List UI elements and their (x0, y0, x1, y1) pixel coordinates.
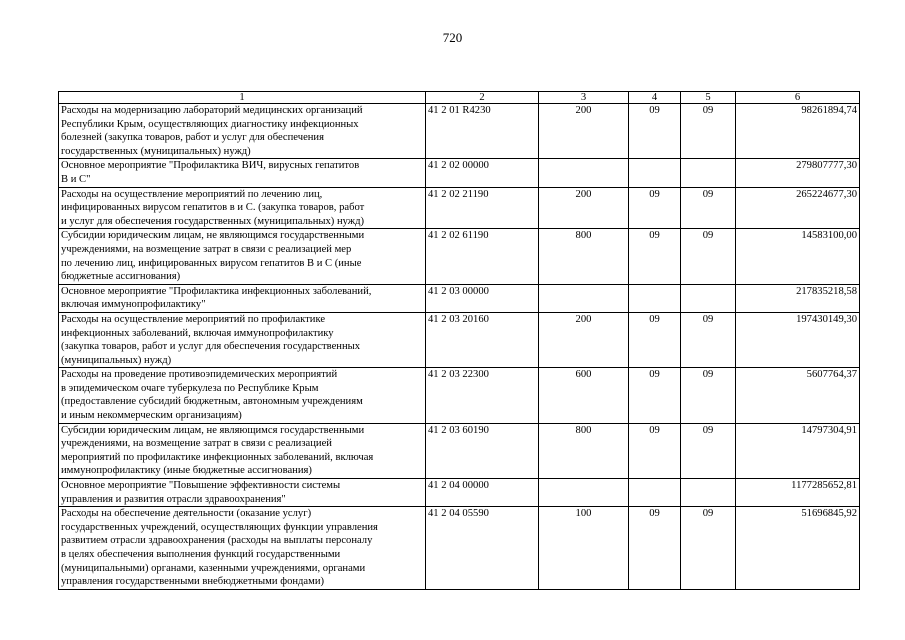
row-expense-type: 100 (539, 507, 629, 590)
description-line: развитием отрасли здравоохранения (расходы на выплаты персоналу (61, 535, 373, 547)
row-subsection: 09 (681, 229, 736, 284)
row-section: 09 (629, 104, 681, 159)
row-code: 41 2 02 21190 (426, 187, 539, 229)
row-amount: 279807777,30 (736, 159, 860, 187)
table-row (59, 104, 860, 159)
row-subsection (681, 159, 736, 187)
row-code: 41 2 03 60190 (426, 423, 539, 478)
row-description (59, 368, 426, 423)
description-line: Расходы на модернизацию лабораторий медицинских организаций (61, 105, 363, 116)
description-line: по лечению лиц, инфицированных вирусом гепатитов В и С (иные (61, 257, 362, 269)
row-subsection: 09 (681, 104, 736, 159)
description-line: управления и развития отрасли здравоохранения" (61, 493, 286, 505)
row-description (59, 229, 426, 284)
row-description (59, 507, 426, 590)
description-line: иммунопрофилактику (иные бюджетные ассигнования) (61, 465, 312, 477)
header-col-4: 4 (629, 92, 681, 104)
row-expense-type (539, 479, 629, 507)
header-col-6: 6 (736, 92, 860, 104)
row-code: 41 2 02 00000 (426, 159, 539, 187)
row-expense-type: 200 (539, 104, 629, 159)
description-line: Расходы на проведение противоэпидемических мероприятий (61, 369, 338, 381)
row-expense-type (539, 284, 629, 312)
description-line: (закупка товаров, работ и услуг для обеспечения государственных (61, 341, 361, 353)
row-section: 09 (629, 423, 681, 478)
description-line: инфекционных заболеваний, включая иммунопрофилактику (61, 327, 334, 339)
description-line: государственных учреждений, осуществляющих функции управления (61, 521, 378, 533)
description-line: Расходы на обеспечение деятельности (оказание услуг) (61, 508, 312, 520)
description-line: учреждениями, на возмещение затрат в связи с реализацией мер (61, 243, 352, 255)
row-expense-type: 800 (539, 229, 629, 284)
description-line: (предоставление субсидий бюджетным, автономным учреждениям (61, 396, 363, 408)
description-line: Основное мероприятие "Профилактика ВИЧ, вирусных гепатитов (61, 160, 360, 172)
budget-table (58, 91, 860, 590)
description-line: (муниципальных) нужд) (61, 354, 172, 366)
row-subsection (681, 479, 736, 507)
row-amount: 98261894,74 (736, 104, 860, 159)
table-row (59, 159, 860, 187)
header-col-3: 3 (539, 92, 629, 104)
table-row (59, 368, 860, 423)
table-row (59, 187, 860, 229)
row-amount: 14797304,91 (736, 423, 860, 478)
description-line: Расходы на осуществление мероприятий по профилактике (61, 313, 326, 325)
row-expense-type: 200 (539, 187, 629, 229)
row-code: 41 2 04 00000 (426, 479, 539, 507)
row-code: 41 2 03 22300 (426, 368, 539, 423)
row-section: 09 (629, 187, 681, 229)
row-amount: 14583100,00 (736, 229, 860, 284)
description-line: Субсидии юридическим лицам, не являющимся государственными (61, 424, 365, 436)
row-description (59, 284, 426, 312)
row-description (59, 159, 426, 187)
row-expense-type: 800 (539, 423, 629, 478)
description-line: Расходы на осуществление мероприятий по лечению лиц, (61, 188, 323, 200)
table-row (59, 507, 860, 590)
header-col-5: 5 (681, 92, 736, 104)
description-line: и иным некоммерческим организациям) (61, 410, 242, 422)
description-line: бюджетные ассигнования) (61, 271, 181, 283)
description-line: учреждениями, на возмещение затрат в связи с реализацией (61, 438, 332, 450)
row-subsection: 09 (681, 312, 736, 367)
row-section: 09 (629, 312, 681, 367)
row-section: 09 (629, 368, 681, 423)
row-description (59, 104, 426, 159)
row-expense-type: 200 (539, 312, 629, 367)
row-description (59, 187, 426, 229)
row-subsection: 09 (681, 187, 736, 229)
description-line: В и С" (61, 173, 91, 185)
row-code: 41 2 03 00000 (426, 284, 539, 312)
description-line: мероприятий по профилактике инфекционных заболеваний, включая (61, 451, 374, 463)
header-col-1: 1 (59, 92, 426, 104)
description-line: государственных (муниципальных) нужд) (61, 145, 251, 157)
description-line: Основное мероприятие "Профилактика инфекционных заболеваний, (61, 285, 372, 297)
row-expense-type (539, 159, 629, 187)
row-section (629, 159, 681, 187)
row-amount: 217835218,58 (736, 284, 860, 312)
row-code: 41 2 04 05590 (426, 507, 539, 590)
row-subsection: 09 (681, 507, 736, 590)
budget-table-body (59, 92, 860, 590)
row-amount: 51696845,92 (736, 507, 860, 590)
row-subsection: 09 (681, 368, 736, 423)
description-line: Субсидии юридическим лицам, не являющимся государственными (61, 230, 365, 242)
header-col-2: 2 (426, 92, 539, 104)
table-header-row (59, 92, 860, 104)
row-code: 41 2 02 61190 (426, 229, 539, 284)
description-line: управления государственными внебюджетными фондами) (61, 576, 325, 588)
row-amount: 5607764,37 (736, 368, 860, 423)
row-subsection (681, 284, 736, 312)
description-line: в целях обеспечения выполнения функций государственными (61, 549, 341, 560)
row-section: 09 (629, 229, 681, 284)
row-amount: 1177285652,81 (736, 479, 860, 507)
row-expense-type: 600 (539, 368, 629, 423)
description-line: в эпидемическом очаге туберкулеза по Республике Крым (61, 382, 319, 394)
row-subsection: 09 (681, 423, 736, 478)
description-line: (муниципальными) органами, казенными учреждениями, органами (61, 562, 366, 574)
description-line: болезней (закупка товаров, работ и услуг для обеспечения (61, 132, 324, 144)
table-row (59, 479, 860, 507)
table-row (59, 284, 860, 312)
row-amount: 265224677,30 (736, 187, 860, 229)
description-line: инфицированных вирусом гепатитов в и С. (закупка товаров, работ (61, 202, 365, 214)
row-section (629, 284, 681, 312)
row-section (629, 479, 681, 507)
table-row (59, 229, 860, 284)
table-row (59, 312, 860, 367)
page-number: 720 (442, 30, 463, 45)
row-code: 41 2 03 20160 (426, 312, 539, 367)
table-row (59, 423, 860, 478)
description-line: и услуг для обеспечения государственных (муниципальных) нужд) (61, 215, 365, 227)
row-amount: 197430149,30 (736, 312, 860, 367)
description-line: Основное мероприятие "Повышение эффективности системы (61, 480, 341, 492)
row-description (59, 312, 426, 367)
description-line: включая иммунопрофилактику" (61, 299, 206, 311)
row-description (59, 479, 426, 507)
row-description (59, 423, 426, 478)
row-section: 09 (629, 507, 681, 590)
description-line: Республики Крым, осуществляющих диагностику инфекционных (61, 118, 359, 130)
row-code: 41 2 01 R4230 (426, 104, 539, 159)
